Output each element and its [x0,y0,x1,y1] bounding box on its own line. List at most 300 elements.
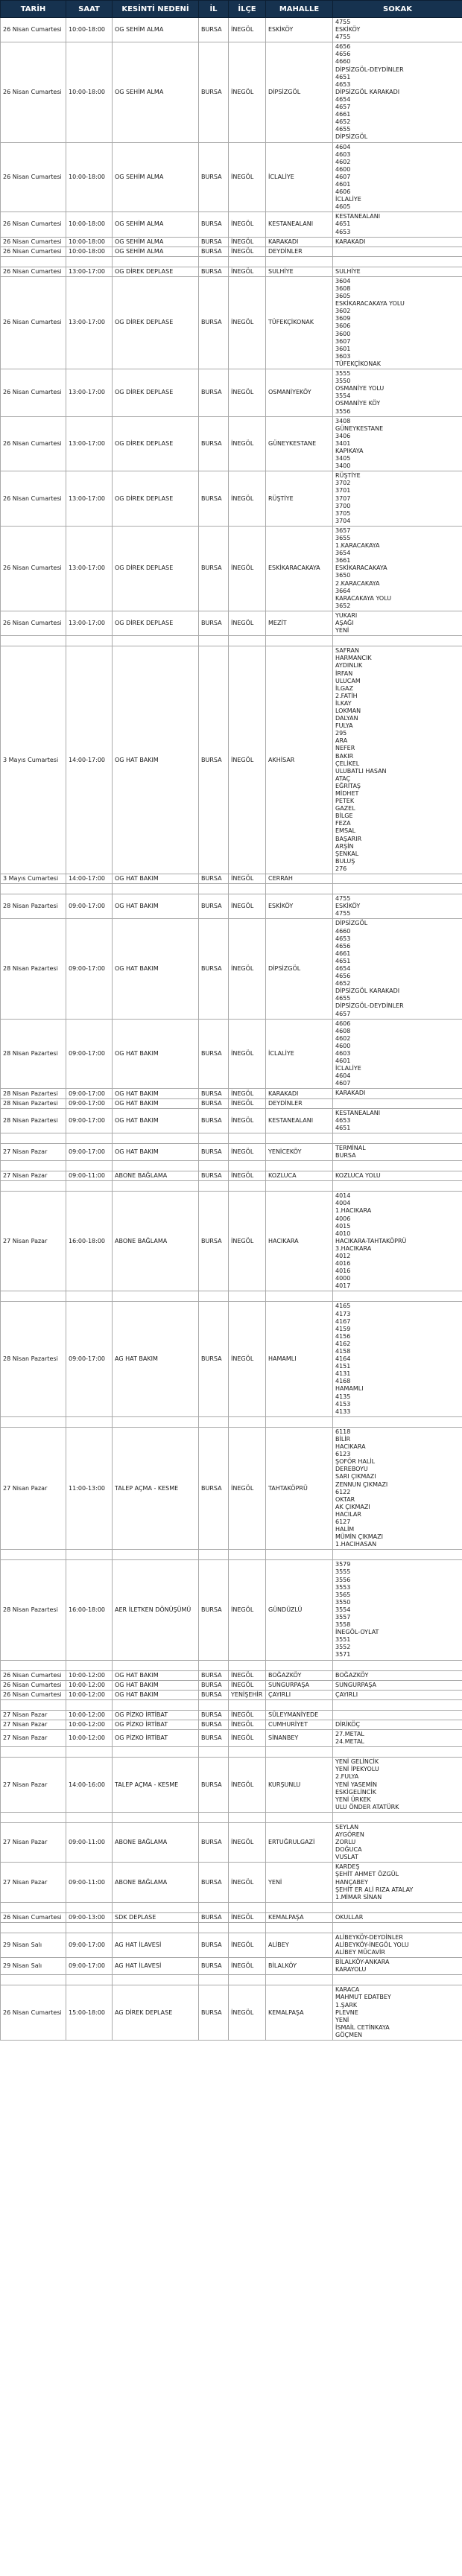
spacer-row [1,1922,462,1933]
spacer-cell [199,1922,229,1933]
street-item: KARACAKAYA YOLU [335,594,392,602]
spacer-cell [266,1181,333,1192]
neighborhood-cell: OSMANİYEKÖY [266,369,333,417]
table-row [1,276,462,369]
street-cell [333,1720,462,1729]
district-cell: İNEGÖL [229,1863,266,1902]
street-item: 3604 [335,277,351,284]
neighborhood-cell: HAMAMLI [266,1302,333,1416]
street-item: 3605 [335,293,351,300]
district-cell: İNEGÖL [229,1912,266,1922]
street-cell [333,919,462,1019]
date-cell: 26 Nisan Cumartesi [1,247,66,256]
street-item: 4014 [335,1192,351,1200]
street-item: 4133 [335,1408,351,1415]
street-cell [333,1670,462,1680]
street-item: 4602 [335,158,351,165]
spacer-cell [333,1902,462,1912]
spacer-cell [199,1181,229,1192]
time-cell: 09:00-17:00 [66,1108,113,1133]
spacer-cell [333,256,462,267]
street-cell [333,874,462,884]
table-row [1,142,462,212]
spacer-cell [1,1291,66,1302]
date-cell: 26 Nisan Cumartesi [1,526,66,611]
reason-cell: TALEP AÇMA - KESME [113,1758,199,1813]
district-cell: İNEGÖL [229,1192,266,1291]
street-cell [333,1985,462,2041]
time-cell: 16:00-18:00 [66,1560,113,1660]
street-item: HARMANCIK [335,655,372,662]
date-cell: 29 Nisan Salı [1,1933,66,1957]
spacer-cell [266,1902,333,1912]
date-cell: 27 Nisan Pazar [1,1143,66,1160]
street-item: 4601 [335,1058,351,1065]
street-item: KARDEŞ [335,1863,360,1871]
street-item: ULUBATLI HASAN [335,767,387,775]
city-cell: BURSA [199,1822,229,1862]
spacer-cell [113,1922,199,1933]
street-item: 4158 [335,1348,351,1355]
neighborhood-cell: KESTANEALANI [266,1108,333,1133]
street-cell [333,1171,462,1181]
street-item: 6122 [335,1488,351,1495]
table-row [1,1302,462,1416]
street-item: 2.FATİH [335,692,358,699]
city-cell: BURSA [199,1958,229,1975]
neighborhood-cell: YENİCEKÖY [266,1143,333,1160]
time-cell: 09:00-17:00 [66,1143,113,1160]
spacer-row [1,1550,462,1560]
spacer-cell [66,1181,113,1192]
spacer-cell [113,884,199,894]
street-item: 4654 [335,95,351,103]
time-cell: 10:00-18:00 [66,237,113,247]
reason-cell: OG SEHİM ALMA [113,42,199,142]
time-cell: 14:00-17:00 [66,646,113,874]
city-cell: BURSA [199,142,229,212]
street-item: LOKMAN [335,707,361,714]
spacer-cell [229,1747,266,1758]
street-cell [333,1302,462,1416]
street-item: DEREBOYU [335,1466,368,1473]
spacer-cell [266,1161,333,1171]
street-item: 4131 [335,1370,351,1378]
street-item: 4652 [335,980,351,988]
reason-cell: OG DİREK DEPLASE [113,276,199,369]
street-item: 3602 [335,308,351,315]
spacer-cell [66,1291,113,1302]
date-cell: 27 Nisan Pazar [1,1710,66,1720]
district-cell: İNEGÖL [229,237,266,247]
date-cell: 27 Nisan Pazar [1,1758,66,1813]
street-item: KAPIKAYA [335,447,364,454]
spacer-row [1,1902,462,1912]
reason-cell: OG SEHİM ALMA [113,247,199,256]
street-item: 3652 [335,602,351,609]
spacer-cell [199,1161,229,1171]
street-item: NEFER [335,745,355,752]
street-item: 4164 [335,1355,351,1363]
street-item: 3606 [335,322,351,330]
neighborhood-cell: İCLALİYE [266,1019,333,1089]
time-cell: 13:00-17:00 [66,369,113,417]
neighborhood-cell: ERTUĞRULGAZİ [266,1822,333,1862]
street-item: KESTANEALANI [335,213,381,220]
district-cell: İNEGÖL [229,1680,266,1690]
city-cell: BURSA [199,212,229,237]
spacer-cell [66,1902,113,1912]
spacer-cell [113,1975,199,1985]
reason-cell: OG PİZKO İRTİBAT [113,1720,199,1729]
street-cell [333,142,462,212]
street-item: 4173 [335,1310,351,1317]
date-cell: 28 Nisan Pazartesi [1,1089,66,1098]
time-cell: 09:00-17:00 [66,919,113,1019]
spacer-cell [229,256,266,267]
street-item: 4012 [335,1252,351,1259]
street-item: ŞEHİT AHMET ÖZGÜL [335,1871,399,1878]
spacer-cell [66,256,113,267]
street-item: 4655 [335,126,351,133]
table-row [1,267,462,276]
neighborhood-cell: KEMALPAŞA [266,1912,333,1922]
district-cell: İNEGÖL [229,471,266,527]
street-item: 4654 [335,964,351,972]
city-cell: BURSA [199,646,229,874]
street-item: İSMAİL CETİNKAYA [335,2023,390,2031]
city-cell: BURSA [199,1560,229,1660]
spacer-cell [1,1660,66,1670]
street-item: 3405 [335,455,351,462]
table-row [1,894,462,919]
city-cell: BURSA [199,894,229,919]
header-street: SOKAK [333,1,462,18]
street-item: 3558 [335,1621,351,1629]
reason-cell: SDK DEPLASE [113,1912,199,1922]
street-item: 4135 [335,1393,351,1400]
spacer-cell [1,1416,66,1427]
spacer-row [1,636,462,646]
street-item: 3664 [335,587,351,594]
time-cell: 10:00-18:00 [66,212,113,237]
table-row [1,1730,462,1747]
district-cell: İNEGÖL [229,1143,266,1160]
street-item: AYGÖREN [335,1831,364,1838]
street-item: 295 [335,730,347,737]
reason-cell: ABONE BAĞLAMA [113,1171,199,1181]
street-item: OKULLAR [335,1913,364,1921]
spacer-cell [229,1550,266,1560]
street-item: ARŞİN [335,842,354,850]
street-item: FULYA [335,722,353,730]
district-cell: İNEGÖL [229,1710,266,1720]
street-cell [333,237,462,247]
street-item: İNEGÖL-OYLAT [335,1629,379,1636]
table-row [1,416,462,471]
table-row [1,526,462,611]
time-cell: 13:00-17:00 [66,471,113,527]
city-cell: BURSA [199,237,229,247]
spacer-cell [266,1812,333,1822]
spacer-cell [66,1133,113,1143]
spacer-cell [1,636,66,646]
street-item: SULHİYE [335,267,361,275]
street-item: ESKİKÖY [335,903,361,910]
reason-cell: OG HAT BAKIM [113,874,199,884]
reason-cell: OG HAT BAKIM [113,1680,199,1690]
spacer-cell [1,1550,66,1560]
neighborhood-cell: DİPSİZGÖL [266,42,333,142]
date-cell: 26 Nisan Cumartesi [1,267,66,276]
time-cell: 09:00-17:00 [66,1089,113,1098]
district-cell: İNEGÖL [229,1019,266,1089]
street-item: GAZEL [335,805,355,812]
district-cell: İNEGÖL [229,247,266,256]
street-item: KESTANEALANI [335,1109,381,1116]
street-item: 4153 [335,1400,351,1408]
street-item: 4165 [335,1303,351,1310]
spacer-cell [66,884,113,894]
time-cell: 09:00-17:00 [66,1302,113,1416]
street-item: 1.KARACAKAYA [335,542,380,550]
reason-cell: OG DİREK DEPLASE [113,369,199,417]
spacer-cell [113,1550,199,1560]
street-cell [333,1560,462,1660]
street-item: AYDINLIK [335,662,363,670]
district-cell: YENİŞEHİR [229,1690,266,1699]
time-cell: 09:00-17:00 [66,1958,113,1975]
street-cell [333,1089,462,1098]
street-cell [333,1933,462,1957]
spacer-row [1,884,462,894]
spacer-row [1,1699,462,1710]
street-item: MİDHET [335,790,359,797]
city-cell: BURSA [199,874,229,884]
city-cell: BURSA [199,1108,229,1133]
street-item: HANÇABEY [335,1878,368,1886]
reason-cell: OG DİREK DEPLASE [113,611,199,635]
street-item: 4608 [335,1027,351,1034]
street-item: BULUŞ [335,857,355,865]
street-item: AK ÇIKMAZI [335,1503,370,1510]
date-cell: 27 Nisan Pazar [1,1730,66,1747]
street-item: 4607 [335,1080,351,1087]
spacer-cell [229,1161,266,1171]
spacer-cell [1,1975,66,1985]
street-item: BİLGE [335,812,353,820]
street-item: MÜMİN ÇIKMAZI [335,1533,383,1541]
header-time: SAAT [66,1,113,18]
neighborhood-cell: KURŞUNLU [266,1758,333,1813]
street-cell [333,212,462,237]
spacer-cell [1,1181,66,1192]
time-cell: 10:00-18:00 [66,18,113,42]
street-item: BİLALKÖY-ANKARA [335,1959,390,1966]
city-cell: BURSA [199,1758,229,1813]
street-item: HAMAMLI [335,1385,364,1393]
city-cell: BURSA [199,18,229,42]
date-cell: 3 Mayıs Cumartesi [1,874,66,884]
street-item: FEZA [335,820,351,827]
time-cell: 10:00-12:00 [66,1670,113,1680]
street-item: 4600 [335,165,351,173]
spacer-cell [266,636,333,646]
street-cell [333,894,462,919]
spacer-cell [1,1902,66,1912]
spacer-cell [1,256,66,267]
reason-cell: ABONE BAĞLAMA [113,1192,199,1291]
street-item: SUNGURPAŞA [335,1681,377,1688]
spacer-cell [266,884,333,894]
table-row [1,1690,462,1699]
spacer-cell [199,1550,229,1560]
spacer-cell [199,1660,229,1670]
street-cell [333,18,462,42]
district-cell: İNEGÖL [229,1108,266,1133]
street-item: 4653 [335,1116,351,1124]
street-item: 4168 [335,1378,351,1385]
district-cell: İNEGÖL [229,611,266,635]
street-item: 4006 [335,1215,351,1222]
date-cell: 26 Nisan Cumartesi [1,1680,66,1690]
street-item: BOĞAZKÖY [335,1671,369,1679]
spacer-row [1,1975,462,1985]
city-cell: BURSA [199,1427,229,1550]
street-item: 3406 [335,432,351,439]
street-item: 3550 [335,1598,351,1606]
neighborhood-cell: İCLALİYE [266,142,333,212]
spacer-cell [66,1660,113,1670]
district-cell: İNEGÖL [229,18,266,42]
street-cell [333,1710,462,1720]
street-cell [333,1108,462,1133]
spacer-cell [113,1161,199,1171]
neighborhood-cell: YENİ [266,1863,333,1902]
table-row [1,1758,462,1813]
city-cell: BURSA [199,1933,229,1957]
time-cell: 16:00-18:00 [66,1192,113,1291]
date-cell: 26 Nisan Cumartesi [1,42,66,142]
street-cell [333,416,462,471]
spacer-cell [229,1133,266,1143]
neighborhood-cell: ESKİKARACAKAYA [266,526,333,611]
spacer-cell [1,1133,66,1143]
time-cell: 14:00-17:00 [66,874,113,884]
neighborhood-cell: HACIKARA [266,1192,333,1291]
city-cell: BURSA [199,276,229,369]
street-item: 4605 [335,203,351,211]
city-cell: BURSA [199,1019,229,1089]
street-item: EĞRİTAŞ [335,782,361,789]
street-item: 4603 [335,150,351,158]
time-cell: 09:00-13:00 [66,1912,113,1922]
street-item: RÜŞTİYE [335,472,361,480]
table-row [1,212,462,237]
street-cell [333,276,462,369]
neighborhood-cell: BOĞAZKÖY [266,1670,333,1680]
neighborhood-cell: AKHİSAR [266,646,333,874]
city-cell: BURSA [199,416,229,471]
street-item: ALİBEYKÖY-İNEGÖL YOLU [335,1941,409,1948]
date-cell: 28 Nisan Pazartesi [1,1019,66,1089]
street-item: 1.HACIKARA [335,1207,372,1215]
spacer-cell [266,256,333,267]
street-cell [333,1098,462,1108]
street-item: 3554 [335,392,351,400]
spacer-cell [113,1902,199,1912]
street-item: TÜFEKÇİKONAK [335,360,381,367]
street-cell [333,611,462,635]
table-row [1,1427,462,1550]
spacer-cell [266,1416,333,1427]
district-cell: İNEGÖL [229,874,266,884]
spacer-cell [66,1550,113,1560]
street-item: YENİ [335,2016,349,2023]
neighborhood-cell: KOZLUCA [266,1171,333,1181]
district-cell: İNEGÖL [229,1720,266,1729]
date-cell: 26 Nisan Cumartesi [1,142,66,212]
street-item: 3657 [335,527,351,534]
date-cell: 26 Nisan Cumartesi [1,471,66,527]
street-item: DİPSİZGÖL-DEYDİNLER [335,66,404,73]
reason-cell: AG DİREK DEPLASE [113,1985,199,2041]
street-cell [333,1019,462,1089]
header-reason: KESİNTİ NEDENİ [113,1,199,18]
spacer-cell [66,1812,113,1822]
district-cell: İNEGÖL [229,1171,266,1181]
street-item: 4600 [335,1042,351,1049]
neighborhood-cell: GÜNEYKESTANE [266,416,333,471]
spacer-cell [66,636,113,646]
date-cell: 26 Nisan Cumartesi [1,237,66,247]
date-cell: 27 Nisan Pazar [1,1192,66,1291]
street-item: 4651 [335,1124,351,1131]
neighborhood-cell: SÜLEYMANİYEDE [266,1710,333,1720]
spacer-cell [199,884,229,894]
street-item: BAŞARIR [335,835,362,842]
street-item: BİLİR [335,1435,351,1443]
city-cell: BURSA [199,1680,229,1690]
time-cell: 09:00-17:00 [66,1098,113,1108]
street-item: 3555 [335,370,351,378]
district-cell: İNEGÖL [229,1302,266,1416]
time-cell: 10:00-18:00 [66,42,113,142]
street-item: 3401 [335,439,351,447]
street-item: 4657 [335,104,351,111]
spacer-cell [199,1291,229,1302]
date-cell: 26 Nisan Cumartesi [1,416,66,471]
street-item: 4661 [335,111,351,118]
street-item: 2.FULYA [335,1773,359,1781]
street-item: DİPSİZGÖL [335,920,368,927]
street-item: YENİ İPEKYOLU [335,1766,379,1773]
spacer-cell [229,1699,266,1710]
street-item: 3554 [335,1606,351,1613]
spacer-cell [113,1660,199,1670]
district-cell: İNEGÖL [229,1933,266,1957]
street-item: OSMANİYE KÖY [335,400,381,407]
street-item: 1.MİMAR SİNAN [335,1893,382,1901]
street-item: ESKİKÖY [335,26,361,34]
street-item: ŞOFÖR HALİL [335,1458,376,1466]
date-cell: 29 Nisan Salı [1,1958,66,1975]
street-item: 3557 [335,1614,351,1621]
street-item: ULU ÖNDER ATATÜRK [335,1803,399,1810]
district-cell: İNEGÖL [229,1822,266,1862]
neighborhood-cell: KARAKADI [266,1089,333,1098]
street-item: 4755 [335,19,351,25]
